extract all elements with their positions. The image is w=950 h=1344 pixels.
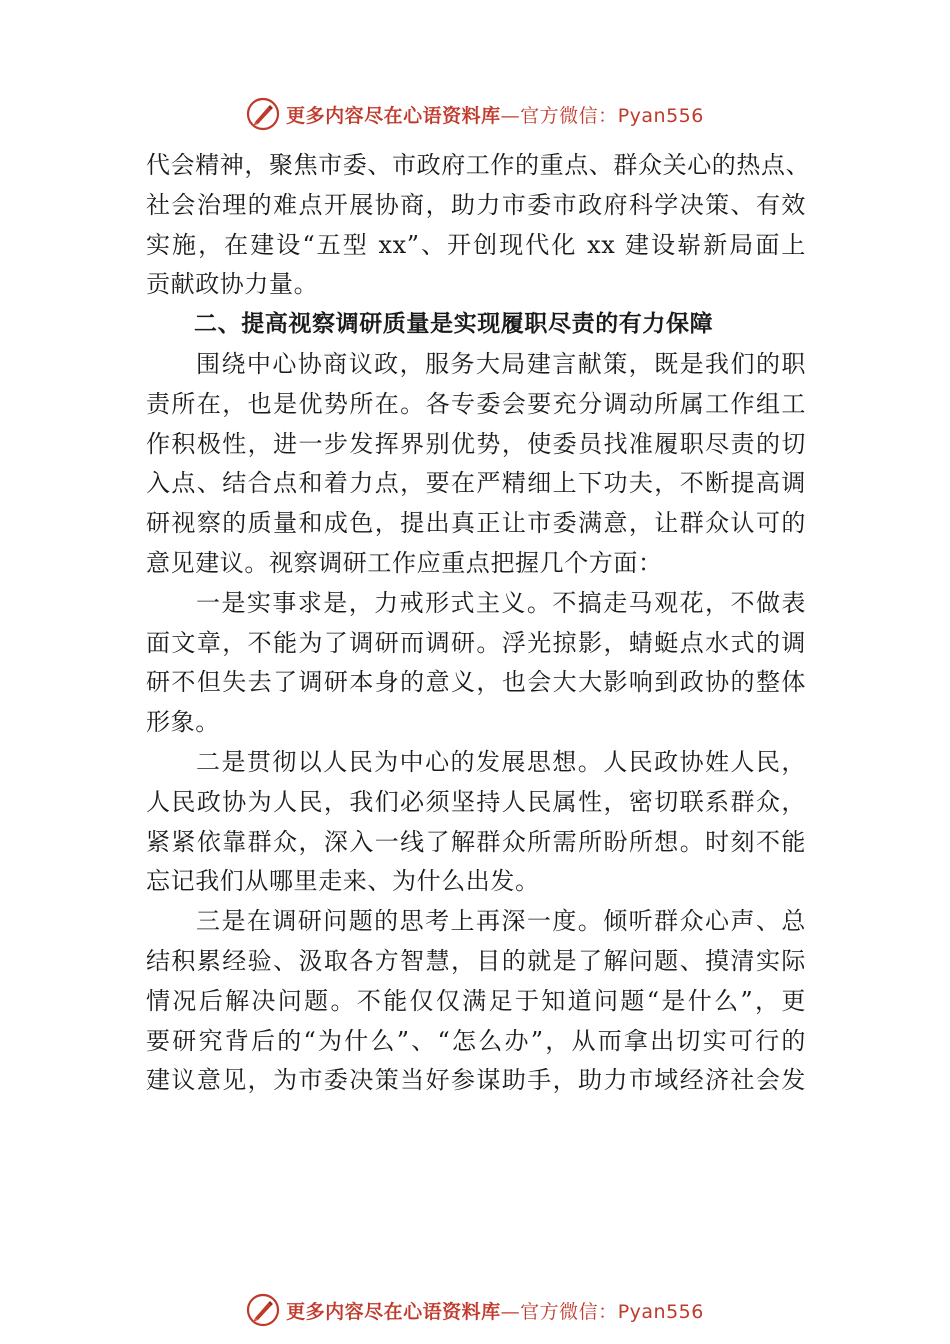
text-line: 要研究背后的“为什么”、“怎么办”，从而拿出切实可行的 — [146, 1026, 806, 1055]
text-line: 作积极性，进一步发挥界别优势，使委员找准履职尽责的切 — [146, 429, 806, 458]
text-line: 责所在，也是优势所在。各专委会要充分调动所属工作组工 — [146, 389, 806, 418]
text-line: 围绕中心协商议政，服务大局建言献策，既是我们的职 — [196, 349, 806, 378]
text-line: 情况后解决问题。不能仅仅满足于知道问题“是什么”，更 — [146, 986, 806, 1015]
watermark-dash: — — [500, 104, 521, 127]
pen-logo-icon — [246, 97, 280, 131]
text-line: 入点、结合点和着力点，要在严精细上下功夫，不断提高调 — [146, 469, 806, 498]
text-line: 面文章，不能为了调研而调研。浮光掠影，蜻蜓点水式的调 — [146, 628, 806, 657]
document-body — [146, 146, 811, 1101]
text-line: 代会精神，聚焦市委、市政府工作的重点、群众关心的热点、 — [146, 151, 811, 179]
pen-logo-icon — [246, 1293, 280, 1327]
text-line: 人民政协为人民，我们必须坚持人民属性，密切联系群众， — [146, 787, 806, 816]
text-line: 意见建议。视察调研工作应重点把握几个方面： — [146, 548, 663, 577]
watermark-text — [286, 101, 704, 128]
text-line: 结积累经验、汲取各方智慧，目的就是了解问题、摸清实际 — [146, 946, 806, 975]
watermark-main: 更多内容尽在心语资料库 — [286, 1300, 501, 1323]
text-line: 一是实事求是，力戒形式主义。不搞走马观花，不做表 — [196, 588, 806, 617]
text-line: 实施，在建设“五型 xx”、开创现代化 xx 建设崭新局面上 — [146, 230, 806, 259]
watermark-account: Pyan556 — [617, 104, 704, 127]
watermark-account: Pyan556 — [617, 1300, 704, 1323]
watermark-main: 更多内容尽在心语资料库 — [286, 104, 501, 127]
text-line: 建议意见，为市委决策当好参谋助手，助力市域经济社会发 — [146, 1066, 806, 1095]
footer-watermark — [0, 1290, 950, 1330]
text-line: 形象。 — [146, 708, 220, 737]
section-heading: 二、提高视察调研质量是实现履职尽责的有力保障 — [194, 311, 714, 338]
text-line: 研视察的质量和成色，提出真正让市委满意，让群众认可的 — [146, 509, 806, 538]
watermark-label: 官方微信： — [520, 1300, 618, 1323]
text-line: 研不但失去了调研本身的意义，也会大大影响到政协的整体 — [146, 668, 806, 697]
text-line: 二是贯彻以人民为中心的发展思想。人民政协姓人民， — [196, 747, 806, 776]
watermark-text — [286, 1297, 704, 1324]
text-line: 忘记我们从哪里走来、为什么出发。 — [146, 867, 540, 896]
header-watermark — [0, 94, 950, 134]
watermark-label: 官方微信： — [520, 104, 618, 127]
text-line: 社会治理的难点开展协商，助力市委市政府科学决策、有效 — [146, 190, 806, 219]
text-line: 三是在调研问题的思考上再深一度。倾听群众心声、总 — [196, 907, 806, 936]
text-line: 贡献政协力量。 — [146, 270, 319, 299]
text-line: 紧紧依靠群众，深入一线了解群众所需所盼所想。时刻不能 — [146, 827, 806, 856]
watermark-dash: — — [500, 1300, 521, 1323]
